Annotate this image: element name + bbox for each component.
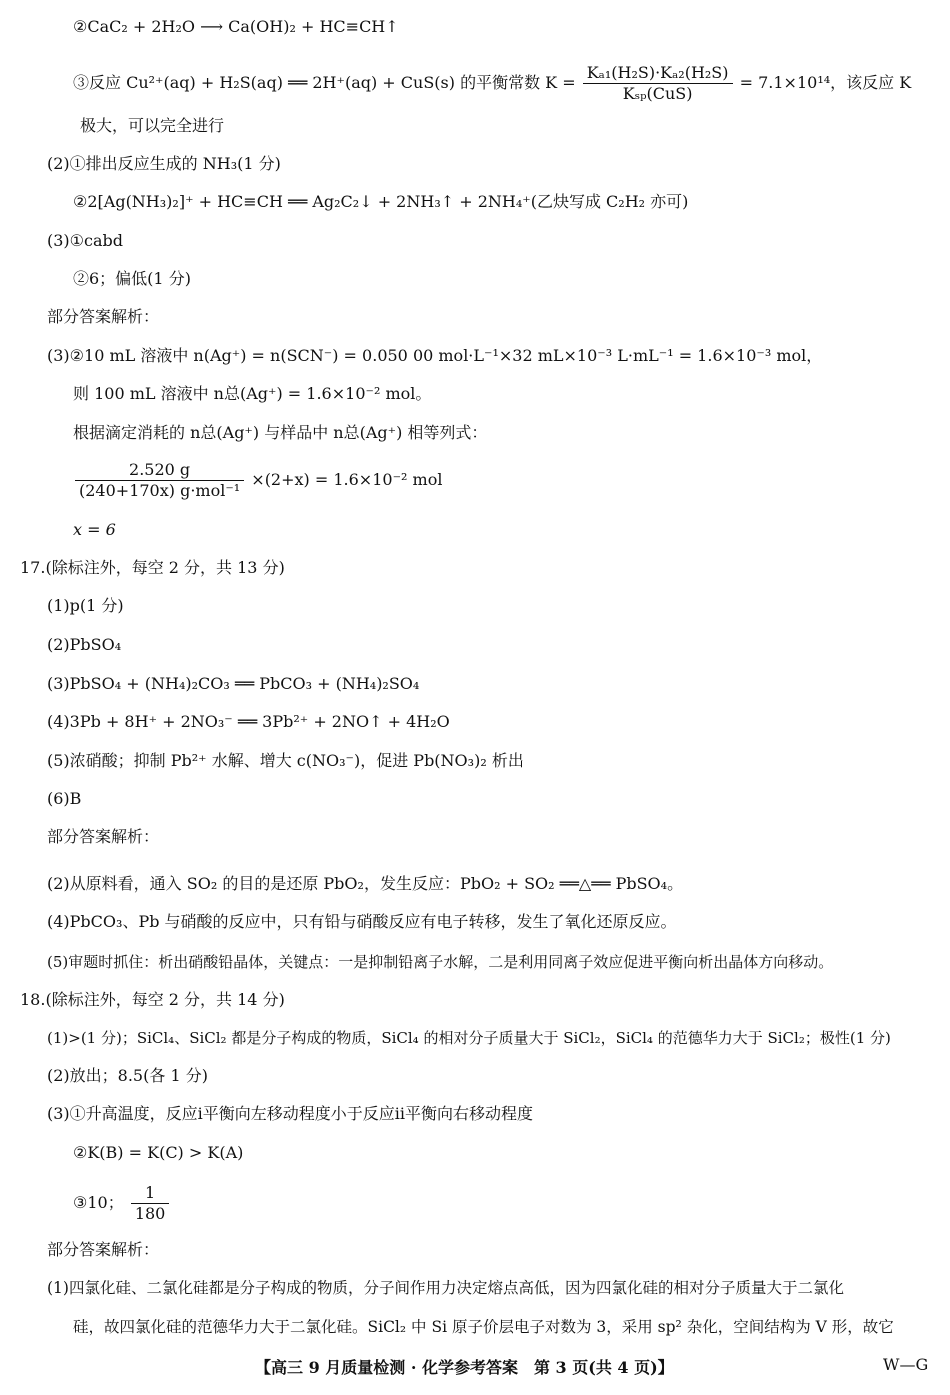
- answer-line: (1)p(1 分): [47, 596, 124, 615]
- question-heading: 18.(除标注外，每空 2 分，共 14 分): [20, 990, 285, 1009]
- fraction-numerator: Kₐ₁(H₂S)·Kₐ₂(H₂S): [583, 63, 733, 84]
- text: ③反应 Cu²⁺(aq) + H₂S(aq) ══ 2H⁺(aq) + CuS(s) 的平衡常数 K =: [73, 73, 576, 92]
- answer-line: (4)PbCO₃、Pb 与硝酸的反应中，只有铅与硝酸反应有电子转移，发生了氧化还原反应。: [47, 912, 677, 931]
- answer-line: (3)PbSO₄ + (NH₄)₂CO₃ ══ PbCO₃ + (NH₄)₂SO₄: [47, 674, 420, 693]
- section-heading: 部分答案解析：: [47, 1240, 160, 1259]
- answer-line: (4)3Pb + 8H⁺ + 2NO₃⁻ ══ 3Pb²⁺ + 2NO↑ + 4H₂O: [47, 712, 450, 731]
- answer-line: (3)②10 mL 溶液中 n(Ag⁺) = n(SCN⁻) = 0.050 00 mol·L⁻¹×32 mL×10⁻³ L·mL⁻¹ = 1.6×10⁻³ mol，: [47, 346, 823, 365]
- text: = 7.1×10¹⁴，该反应 K: [739, 73, 912, 92]
- answer-line: (2)①排出反应生成的 NH₃(1 分): [47, 154, 281, 173]
- answer-line: (1)四氯化硅、二氯化硅都是分子构成的物质，分子间作用力决定熔点高低，因为四氯化硅的相对分子质量大于二氯化: [47, 1279, 844, 1297]
- fraction-denominator: (240+170x) g·mol⁻¹: [79, 481, 241, 500]
- answer-line: (3)①cabd: [47, 231, 123, 250]
- section-heading: 部分答案解析：: [47, 307, 160, 326]
- answer-line: (5)审题时抓住：析出硝酸铅晶体，关键点：一是抑制铅离子水解，二是利用同离子效应促进平衡向析出晶体方向移动。: [47, 953, 834, 971]
- answer-line: (5)浓硝酸；抑制 Pb²⁺ 水解、增大 c(NO₃⁻)，促进 Pb(NO₃)₂ 析出: [47, 751, 524, 770]
- answer-line-fraction: [73, 1183, 171, 1224]
- text: ③10；: [73, 1193, 124, 1212]
- page-code: W—G: [883, 1355, 929, 1374]
- answer-line: 根据滴定消耗的 n总(Ag⁺) 与样品中 n总(Ag⁺) 相等列式：: [73, 423, 488, 442]
- answer-line: (2)从原料看，通入 SO₂ 的目的是还原 PbO₂，发生反应：PbO₂ + SO₂ ══△══ PbSO₄。: [47, 874, 684, 893]
- answer-line: (1)>(1 分)；SiCl₄、SiCl₂ 都是分子构成的物质，SiCl₄ 的相对分子质量大于 SiCl₂，SiCl₄ 的范德华力大于 SiCl₂；极性(1 分): [47, 1029, 891, 1047]
- section-heading: 部分答案解析：: [47, 827, 160, 846]
- answer-line-fraction: [73, 460, 442, 501]
- answer-line: 则 100 mL 溶液中 n总(Ag⁺) = 1.6×10⁻² mol。: [73, 384, 432, 403]
- text: ×(2+x) = 1.6×10⁻² mol: [251, 470, 443, 489]
- answer-line: ②CaC₂ + 2H₂O ⟶ Ca(OH)₂ + HC≡CH↑: [73, 17, 399, 36]
- answer-line: 硅，故四氯化硅的范德华力大于二氯化硅。SiCl₂ 中 Si 原子价层电子对数为 3，采用 sp² 杂化，空间结构为 V 形，故它: [73, 1318, 894, 1336]
- answer-line: 极大，可以完全进行: [80, 116, 225, 135]
- answer-line: (2)PbSO₄: [47, 635, 122, 654]
- answer-line: ②6；偏低(1 分): [73, 269, 191, 288]
- answer-line: ②K(B) = K(C) > K(A): [73, 1143, 244, 1162]
- answer-line: (3)①升高温度，反应ⅰ平衡向左移动程度小于反应ⅱ平衡向右移动程度: [47, 1104, 534, 1123]
- fraction-denominator: 180: [134, 1204, 166, 1223]
- fraction-denominator: Kₛₚ(CuS): [622, 84, 693, 103]
- question-heading: 17.(除标注外，每空 2 分，共 13 分): [20, 558, 285, 577]
- answer-line: ②2[Ag(NH₃)₂]⁺ + HC≡CH ══ Ag₂C₂↓ + 2NH₃↑ + 2NH₄⁺(乙炔写成 C₂H₂ 亦可): [73, 192, 689, 211]
- fraction: [75, 460, 244, 501]
- answer-line-equilibrium: [73, 63, 911, 104]
- fraction-numerator: 1: [131, 1183, 170, 1204]
- fraction: [583, 63, 733, 104]
- fraction: [131, 1183, 170, 1224]
- answer-line: (6)B: [47, 789, 82, 808]
- answer-line: x = 6: [73, 520, 116, 539]
- answer-line: (2)放出；8.5(各 1 分): [47, 1066, 208, 1085]
- page-footer: 【高三 9 月质量检测 · 化学参考答案 第 3 页(共 4 页)】: [255, 1358, 674, 1377]
- fraction-numerator: 2.520 g: [75, 460, 244, 481]
